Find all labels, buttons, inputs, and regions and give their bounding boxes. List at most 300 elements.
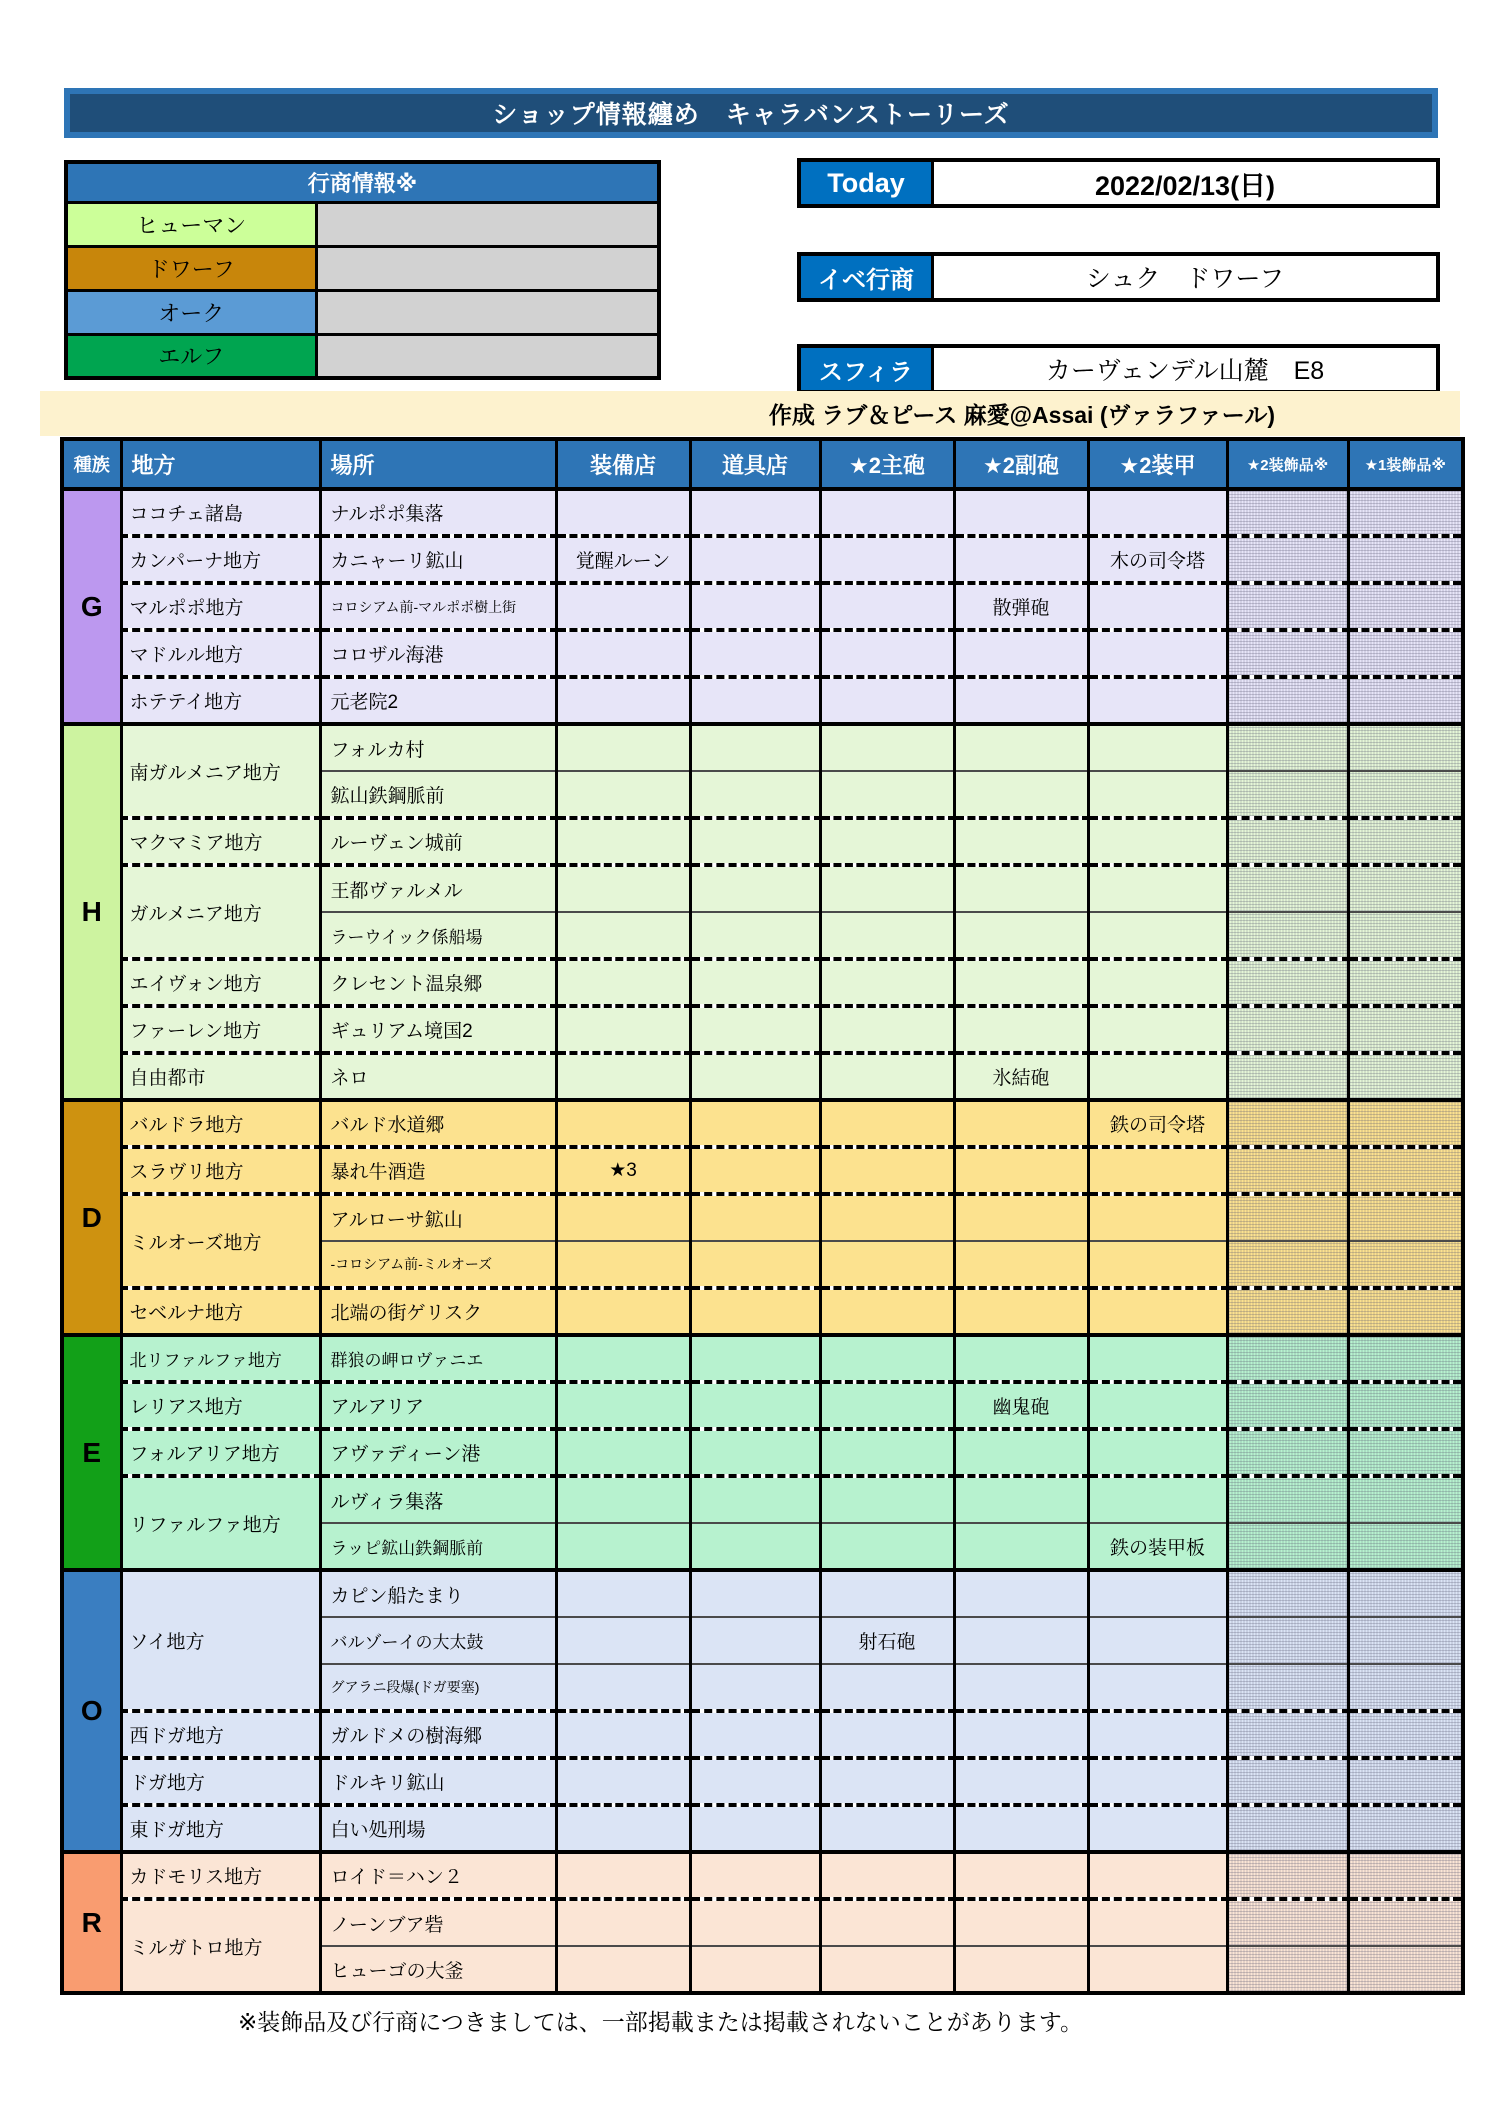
place-cell: ネロ [320,1053,556,1100]
tool-cell [690,1758,820,1805]
region-cell: 北リファルファ地方 [121,1335,320,1382]
deco1-cell [1348,1429,1463,1476]
deco1-cell [1348,1758,1463,1805]
sub-gun-cell [954,677,1088,724]
equip-cell [556,1053,690,1100]
table-row [62,1429,1463,1476]
main-gun-cell [820,1899,954,1946]
deco2-cell [1227,1288,1348,1335]
equip-cell [556,677,690,724]
tool-cell [690,1711,820,1758]
armor-cell: 鉄の司令塔 [1088,1100,1227,1147]
table-row [62,1899,1463,1946]
table-row [62,818,1463,865]
sub-gun-cell [954,1147,1088,1194]
tool-cell [690,771,820,818]
tool-cell [690,1100,820,1147]
deco2-cell [1227,912,1348,959]
equip-cell: 覚醒ルーン [556,536,690,583]
sub-gun-cell [954,1805,1088,1852]
tool-cell [690,1664,820,1711]
armor-cell [1088,771,1227,818]
deco2-cell [1227,1382,1348,1429]
place-cell: フォルカ村 [320,724,556,771]
deco1-cell [1348,1335,1463,1382]
deco1-cell [1348,677,1463,724]
region-cell: 自由都市 [121,1053,320,1100]
sub-gun-cell [954,1429,1088,1476]
main-gun-cell [820,1852,954,1899]
race-row [66,290,659,334]
sub-gun-cell [954,1758,1088,1805]
deco2-cell [1227,1617,1348,1664]
place-cell: ギュリアム境国2 [320,1006,556,1053]
table-row [62,1382,1463,1429]
place-cell: アルローサ鉱山 [320,1194,556,1241]
equip-cell [556,1476,690,1523]
equip-cell [556,1805,690,1852]
deco2-cell [1227,865,1348,912]
equip-cell [556,1006,690,1053]
trader-info-header-row [66,162,659,202]
sub-gun-cell [954,630,1088,677]
sphira-label: スフィラ [801,348,934,390]
deco2-cell [1227,1946,1348,1993]
table-row [62,959,1463,1006]
place-cell: カピン船たまり [320,1570,556,1617]
main-gun-cell [820,1805,954,1852]
deco1-cell [1348,1006,1463,1053]
deco2-cell [1227,1429,1348,1476]
main-gun-cell [820,1570,954,1617]
place-cell: ラッピ鉱山鉄鋼脈前 [320,1523,556,1570]
sub-gun-cell [954,1664,1088,1711]
deco1-cell [1348,1053,1463,1100]
place-cell: コロザル海港 [320,630,556,677]
deco2-cell [1227,1335,1348,1382]
place-cell: 白い処刑場 [320,1805,556,1852]
deco2-cell [1227,677,1348,724]
trader-info-table [64,160,661,380]
species-cell: D [62,1100,121,1335]
armor-cell [1088,677,1227,724]
region-cell: ココチェ諸島 [121,489,320,536]
sub-gun-cell [954,912,1088,959]
region-cell: カンパーナ地方 [121,536,320,583]
deco2-cell [1227,818,1348,865]
deco2-cell [1227,1664,1348,1711]
sub-gun-cell [954,536,1088,583]
sub-gun-cell [954,1570,1088,1617]
sub-gun-cell [954,489,1088,536]
deco2-cell [1227,1570,1348,1617]
region-cell: マドルル地方 [121,630,320,677]
tool-cell [690,1852,820,1899]
place-cell: ノーンブア砦 [320,1899,556,1946]
equip-cell [556,1946,690,1993]
column-header: ★2装甲 [1088,439,1227,489]
equip-cell [556,1523,690,1570]
equip-cell [556,865,690,912]
table-row [62,865,1463,912]
place-cell: ヒューゴの大釜 [320,1946,556,1993]
tool-cell [690,1335,820,1382]
sub-gun-cell [954,724,1088,771]
main-gun-cell [820,630,954,677]
deco2-cell [1227,1100,1348,1147]
armor-cell [1088,959,1227,1006]
table-row [62,724,1463,771]
armor-cell [1088,1053,1227,1100]
place-cell: 王都ヴァルメル [320,865,556,912]
tool-cell [690,1241,820,1288]
race-row [66,202,659,246]
trader-info-header: 行商情報※ [66,162,659,202]
armor-cell [1088,1899,1227,1946]
column-header: 地方 [121,439,320,489]
place-cell: アヴァディーン港 [320,1429,556,1476]
armor-cell [1088,489,1227,536]
tool-cell [690,1006,820,1053]
place-cell: グアラニ段爆(ドガ要塞) [320,1664,556,1711]
place-cell: バルド水道郷 [320,1100,556,1147]
sub-gun-cell [954,1476,1088,1523]
deco1-cell [1348,1147,1463,1194]
deco2-cell [1227,1711,1348,1758]
today-label: Today [801,162,934,204]
sub-gun-cell [954,1006,1088,1053]
region-cell: ミルオーズ地方 [121,1194,320,1288]
equip-cell [556,1335,690,1382]
deco2-cell [1227,1805,1348,1852]
main-gun-cell [820,959,954,1006]
main-gun-cell [820,1288,954,1335]
footnote: ※装飾品及び行商につきましては、一部掲載または掲載されないことがあります。 [238,2009,1083,2035]
main-gun-cell [820,1664,954,1711]
main-gun-cell [820,1006,954,1053]
sub-gun-cell [954,1335,1088,1382]
title-bar [64,88,1438,138]
credit-text: 作成 ラブ＆ピース 麻愛@Assai (ヴァラファール) [768,402,1275,428]
deco1-cell [1348,630,1463,677]
deco1-cell [1348,1194,1463,1241]
region-cell: ソイ地方 [121,1570,320,1711]
armor-cell [1088,912,1227,959]
table-row [62,1570,1463,1617]
armor-cell [1088,724,1227,771]
race-name-cell: オーク [66,290,316,334]
deco1-cell [1348,1946,1463,1993]
main-gun-cell [820,583,954,630]
deco2-cell [1227,1241,1348,1288]
column-header: ★2主砲 [820,439,954,489]
deco2-cell [1227,1852,1348,1899]
region-cell: 南ガルメニア地方 [121,724,320,818]
deco2-cell [1227,959,1348,1006]
column-header: 道具店 [690,439,820,489]
table-row [62,583,1463,630]
tool-cell [690,489,820,536]
sub-gun-cell [954,1100,1088,1147]
tool-cell [690,1570,820,1617]
main-gun-cell [820,1946,954,1993]
armor-cell [1088,1429,1227,1476]
column-header: ★1装飾品※ [1348,439,1463,489]
equip-cell [556,818,690,865]
race-value-cell [316,334,659,378]
table-row [62,536,1463,583]
armor-cell [1088,1147,1227,1194]
main-gun-cell [820,1429,954,1476]
deco1-cell [1348,959,1463,1006]
region-cell: ホテテイ地方 [121,677,320,724]
sub-gun-cell [954,771,1088,818]
armor-cell [1088,1382,1227,1429]
armor-cell [1088,1946,1227,1993]
today-value: 2022/02/13(日) [934,162,1436,204]
tool-cell [690,1946,820,1993]
place-cell: 元老院2 [320,677,556,724]
equip-cell [556,912,690,959]
armor-cell [1088,818,1227,865]
event-trader-value: シュク ドワーフ [934,256,1436,298]
main-gun-cell [820,1194,954,1241]
place-cell: 暴れ牛酒造 [320,1147,556,1194]
sub-gun-cell [954,1288,1088,1335]
sub-gun-cell [954,1711,1088,1758]
equip-cell [556,1429,690,1476]
armor-cell: 木の司令塔 [1088,536,1227,583]
deco2-cell [1227,1523,1348,1570]
main-gun-cell [820,1241,954,1288]
equip-cell [556,1852,690,1899]
deco1-cell [1348,865,1463,912]
armor-cell [1088,1194,1227,1241]
region-cell: ガルメニア地方 [121,865,320,959]
table-row [62,1805,1463,1852]
deco2-cell [1227,1758,1348,1805]
place-cell: バルゾーイの大太鼓 [320,1617,556,1664]
deco2-cell [1227,1147,1348,1194]
deco1-cell [1348,912,1463,959]
page-title: ショップ情報纏め キャラバンストーリーズ [492,101,1010,129]
main-gun-cell [820,1476,954,1523]
armor-cell [1088,1664,1227,1711]
column-header: ★2装飾品※ [1227,439,1348,489]
equip-cell [556,1241,690,1288]
equip-cell [556,1570,690,1617]
table-row [62,489,1463,536]
race-name-cell: ヒューマン [66,202,316,246]
region-cell: マクマミア地方 [121,818,320,865]
deco1-cell [1348,489,1463,536]
deco1-cell [1348,818,1463,865]
deco1-cell [1348,1852,1463,1899]
race-value-cell [316,202,659,246]
deco2-cell [1227,489,1348,536]
armor-cell [1088,865,1227,912]
tool-cell [690,1429,820,1476]
region-cell: ミルガトロ地方 [121,1899,320,1993]
table-row [62,1147,1463,1194]
equip-cell [556,1382,690,1429]
deco1-cell [1348,1664,1463,1711]
deco2-cell [1227,583,1348,630]
main-gun-cell [820,489,954,536]
table-row [62,677,1463,724]
tool-cell [690,1899,820,1946]
race-value-cell [316,290,659,334]
tool-cell [690,959,820,1006]
region-cell: セベルナ地方 [121,1288,320,1335]
armor-cell [1088,1476,1227,1523]
equip-cell [556,1711,690,1758]
tool-cell [690,630,820,677]
sub-gun-cell [954,1523,1088,1570]
region-cell: ドガ地方 [121,1758,320,1805]
equip-cell [556,1758,690,1805]
table-row [62,630,1463,677]
column-header: ★2副砲 [954,439,1088,489]
deco1-cell [1348,1711,1463,1758]
equip-cell [556,1194,690,1241]
deco2-cell [1227,1899,1348,1946]
table-row [62,1852,1463,1899]
armor-cell [1088,1288,1227,1335]
place-cell: コロシアム前-マルポポ樹上街 [320,583,556,630]
deco1-cell [1348,1805,1463,1852]
main-gun-cell [820,1147,954,1194]
sphira-value: カーヴェンデル山麓 E8 [934,348,1436,390]
armor-cell [1088,1758,1227,1805]
tool-cell [690,1476,820,1523]
main-gun-cell [820,865,954,912]
region-cell: 東ドガ地方 [121,1805,320,1852]
armor-cell [1088,1241,1227,1288]
race-row [66,334,659,378]
region-cell: リファルファ地方 [121,1476,320,1570]
table-row [62,1100,1463,1147]
armor-cell: 鉄の装甲板 [1088,1523,1227,1570]
sub-gun-cell [954,1899,1088,1946]
equip-cell [556,1288,690,1335]
shop-table [60,437,1465,1995]
table-row [62,1711,1463,1758]
tool-cell [690,818,820,865]
place-cell: ラーウイック係船場 [320,912,556,959]
deco1-cell [1348,771,1463,818]
armor-cell [1088,630,1227,677]
sub-gun-cell [954,959,1088,1006]
sub-gun-cell [954,1946,1088,1993]
place-cell: ルヴィラ集落 [320,1476,556,1523]
tool-cell [690,1617,820,1664]
main-gun-cell [820,771,954,818]
main-gun-cell [820,677,954,724]
equip-cell [556,724,690,771]
equip-cell [556,1100,690,1147]
sub-gun-cell [954,1852,1088,1899]
equip-cell [556,1664,690,1711]
table-row [62,1476,1463,1523]
region-cell: マルポポ地方 [121,583,320,630]
table-row [62,1006,1463,1053]
event-trader-label: イベ行商 [801,256,934,298]
deco2-cell [1227,1476,1348,1523]
place-cell: ルーヴェン城前 [320,818,556,865]
main-gun-cell [820,1335,954,1382]
armor-cell [1088,1570,1227,1617]
tool-cell [690,1523,820,1570]
table-row [62,1194,1463,1241]
place-cell: ナルポポ集落 [320,489,556,536]
sub-gun-cell [954,1241,1088,1288]
place-cell: アルアリア [320,1382,556,1429]
place-cell: クレセント温泉郷 [320,959,556,1006]
main-gun-cell [820,1758,954,1805]
deco2-cell [1227,536,1348,583]
species-cell: R [62,1852,121,1993]
place-cell: 群狼の岬ロヴァニエ [320,1335,556,1382]
place-cell: 北端の街ゲリスク [320,1288,556,1335]
main-gun-cell [820,912,954,959]
deco2-cell [1227,1194,1348,1241]
deco2-cell [1227,724,1348,771]
main-gun-cell [820,1382,954,1429]
sphira-box [797,344,1440,394]
armor-cell [1088,1617,1227,1664]
race-value-cell [316,246,659,290]
race-name-cell: エルフ [66,334,316,378]
event-trader-box [797,252,1440,302]
deco1-cell [1348,724,1463,771]
deco1-cell [1348,1570,1463,1617]
species-cell: G [62,489,121,724]
table-row [62,1335,1463,1382]
species-cell: H [62,724,121,1100]
tool-cell [690,1805,820,1852]
deco1-cell [1348,583,1463,630]
equip-cell [556,771,690,818]
sub-gun-cell [954,1617,1088,1664]
deco1-cell [1348,536,1463,583]
place-cell: ドルキリ鉱山 [320,1758,556,1805]
equip-cell [556,630,690,677]
deco1-cell [1348,1617,1463,1664]
today-box [797,158,1440,208]
tool-cell [690,1382,820,1429]
place-cell: ロイド＝ハン２ [320,1852,556,1899]
column-header: 種族 [62,439,121,489]
species-cell: E [62,1335,121,1570]
column-header: 場所 [320,439,556,489]
main-gun-cell [820,1711,954,1758]
armor-cell [1088,1711,1227,1758]
equip-cell: ★3 [556,1147,690,1194]
sub-gun-cell: 氷結砲 [954,1053,1088,1100]
tool-cell [690,1288,820,1335]
region-cell: ファーレン地方 [121,1006,320,1053]
main-gun-cell [820,1523,954,1570]
place-cell: カニャーリ鉱山 [320,536,556,583]
deco1-cell [1348,1288,1463,1335]
equip-cell [556,1899,690,1946]
deco2-cell [1227,1053,1348,1100]
sub-gun-cell: 幽鬼砲 [954,1382,1088,1429]
deco1-cell [1348,1241,1463,1288]
tool-cell [690,677,820,724]
region-cell: エイヴォン地方 [121,959,320,1006]
